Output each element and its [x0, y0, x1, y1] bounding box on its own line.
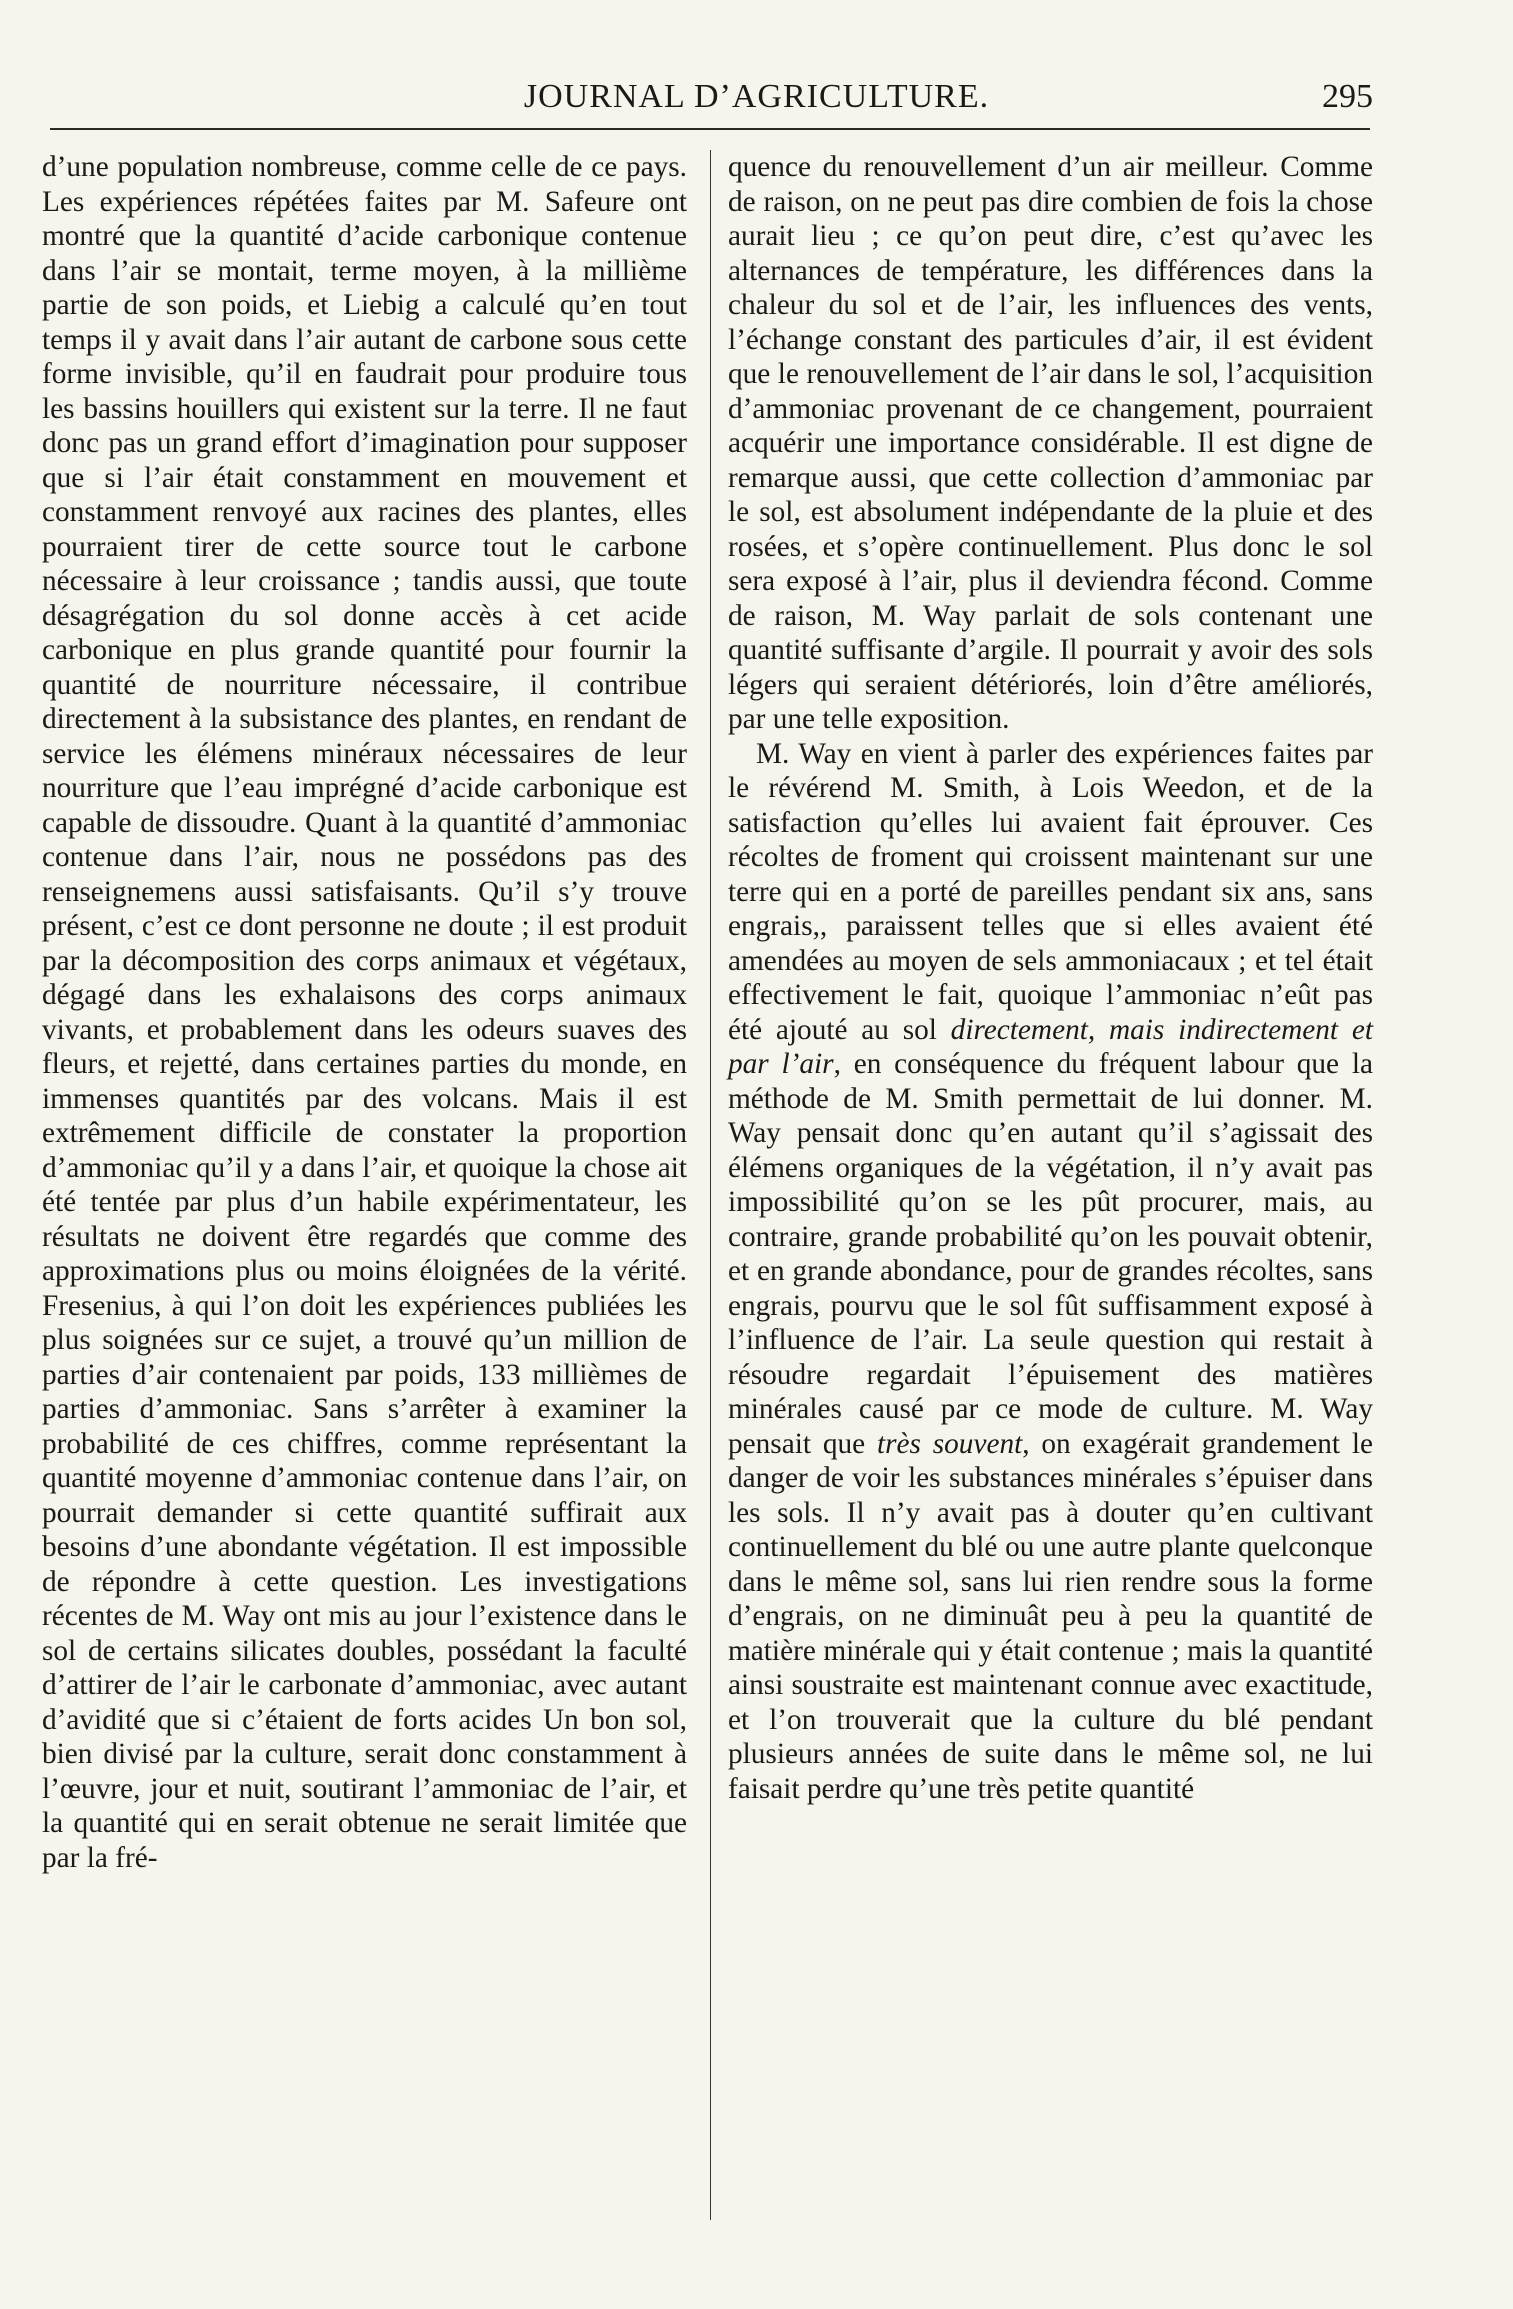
right-column: [728, 150, 1373, 2290]
right-paragraph-2: [728, 737, 1373, 1807]
right-paragraph-2-italic-2: très souvent: [876, 1427, 1023, 1460]
right-paragraph-2-part-c: , on exagérait grandement le danger de voir les substances minérales s’épuiser dans les sols. Il n’y avait pas à douter qu’en cultivant continuellement du blé ou une autre plante quelconque dans le même sol, sans lui rien rendre sous la forme d’engrais, on ne diminuât peu à peu la quantité de matière minérale qui y était contenue ; mais la quantité ainsi soustraite est maintenant connue avec exactitude, et l’on trouverait que la culture du blé pendant plusieurs années de suite dans le même sol, ne lui faisait perdre qu’une très petite quantité: [728, 1427, 1373, 1805]
left-column: [42, 150, 687, 2290]
right-paragraph-1: quence du renouvellement d’un air meilleur. Comme de raison, on ne peut pas dire combien de fois la chose aurait lieu ; ce qu’on peut dire, c’est qu’avec les alternances de température, les différences dans la chaleur du sol et de l’air, les influences des vents, l’échange constant des particules d’air, il est évident que le renouvellement de l’air dans le sol, l’acquisition d’ammoniac provenant de ce changement, pourraient acquérir une importance considérable. Il est digne de remarque aussi, que cette collection d’ammoniac par le sol, est absolument indépendante de la pluie et des rosées, et s’opère continuellement. Plus donc le sol sera exposé à l’air, plus il deviendra fécond. Comme de raison, M. Way parlait de sols contenant une quantité suffisante d’argile. Il pourrait y avoir des sols légers qui seraient détériorés, loin d’être améliorés, par une telle exposition.: [728, 151, 1373, 735]
right-paragraph-2-part-b: , en conséquence du fréquent labour que la méthode de M. Smith permettait de lui donner. M. Way pensait donc qu’en autant qu’il s’agissait des élémens organiques de la végétation, il n’y avait pas impossibilité qu’on se les pût procurer, mais, au contraire, grande probabilité qu’on les pouvait obtenir, et en grande abondance, pour de grandes récoltes, sans engrais, pourvu que le sol fût suffisamment exposé à l’influence de l’air. La seule question qui restait à résoudre regardait l’épuisement des matières minérales causé par ce mode de culture. M. Way pensait que: [728, 1048, 1373, 1460]
left-paragraph-1: d’une population nombreuse, comme celle de ce pays. Les expériences répétées faites par M. Safeure ont montré que la quantité d’acide carbonique contenue dans l’air se montait, terme moyen, à la millième partie de son poids, et Liebig a calculé qu’en tout temps il y avait dans l’air autant de carbone sous cette forme invisible, qu’il en faudrait pour produire tous les bassins houillers qui existent sur la terre. Il ne faut donc pas un grand effort d’imagination pour supposer que si l’air était constamment en mouvement et constamment renvoyé aux racines des plantes, elles pourraient tirer de cette source tout le carbone nécessaire à leur croissance ; tandis aussi, que toute désagrégation du sol donne accès à cet acide carbonique en plus grande quantité pour fournir la quantité de nourriture nécessaire, il contribue directement à la subsistance des plantes, en rendant de service les élémens minéraux nécessaires de leur nourriture que l’eau imprégné d’acide carbonique est capable de dissoudre. Quant à la quantité d’ammoniac contenue dans l’air, nous ne possédons pas des renseignemens aussi satisfaisants. Qu’il s’y trouve présent, c’est ce dont personne ne doute ; il est produit par la décomposition des corps animaux et végétaux, dégagé dans les exhalaisons des corps animaux vivants, et probablement dans les odeurs suaves des fleurs, et rejetté, dans certaines parties du monde, en immenses quantités par des volcans. Mais il est extrêmement difficile de constater la proportion d’ammoniac qu’il y a dans l’air, et quoique la chose ait été tentée par plus d’un habile expérimentateur, les résultats ne doivent être regardés que comme des approximations plus ou moins éloignées de la vérité. Fresenius, à qui l’on doit les expériences publiées les plus soignées sur ce sujet, a trouvé qu’un million de parties d’air contenaient par poids, 133 millièmes de parties d’ammoniac. Sans s’arrêter à examiner la probabilité de ces chiffres, comme représentant la quantité moyenne d’ammoniac contenue dans l’air, on pourrait demander si cette quantité suffirait aux besoins d’une abondante végétation. Il est impossible de répondre à cette question. Les investigations récentes de M. Way ont mis au jour l’existence dans le sol de certains silicates doubles, possédant la faculté d’attirer de l’air le carbonate d’ammoniac, avec autant d’avidité que si c’étaient de forts acides Un bon sol, bien divisé par la culture, serait donc constamment à l’œuvre, jour et nuit, soutirant l’ammoniac de l’air, et la quantité qui en serait obtenue ne serait limitée que par la fré-: [42, 151, 687, 1874]
header-rule: [50, 128, 1370, 130]
running-head: [0, 78, 1513, 118]
journal-title: JOURNAL D’AGRICULTURE.: [523, 78, 990, 115]
column-divider: [710, 150, 711, 2220]
page-number: 295: [1322, 78, 1373, 115]
right-paragraph-2-italic-1: directement, mais indirectement et par l’air: [728, 1013, 1373, 1080]
right-paragraph-2-part-a: M. Way en vient à parler des expériences faites par le révérend M. Smith, à Lois Weedon, et de la satisfaction qu’elles lui avaient fait éprouver. Ces récoltes de froment qui croissent maintenant sur une terre qui en a porté de pareilles pendant six ans, sans engrais,, paraissent telles que si elles avaient été amendées au moyen de sels ammoniacaux ; et tel était effectivement le fait, quoique l’ammoniac n’eût pas été ajouté au sol: [728, 737, 1373, 1046]
